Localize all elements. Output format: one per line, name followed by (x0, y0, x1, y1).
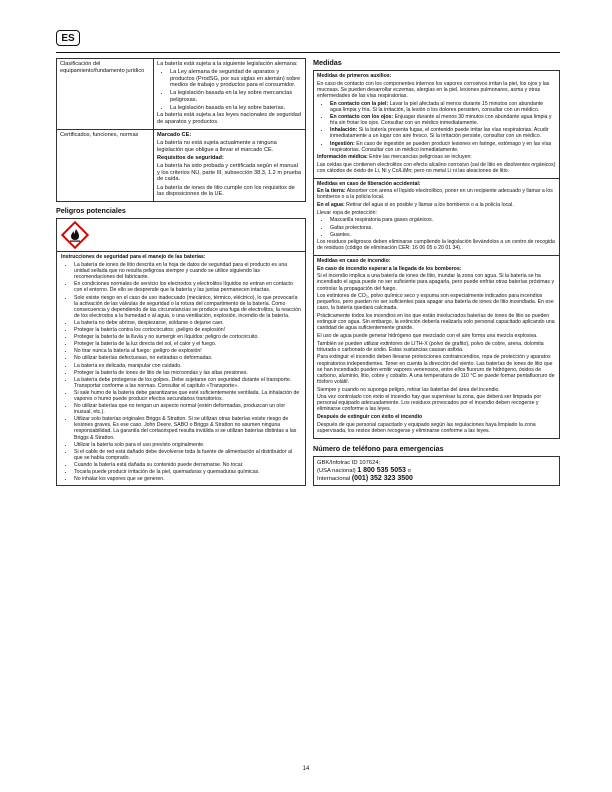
spill-ground (317, 188, 556, 200)
list-item: • La batería debe protegerse de los golpes. Debe sujetarse con seguridad durante el transporte. Transportar conforme a las normas. Consultar el capítulo «Transporte». (74, 377, 301, 389)
list-item: • Proteger la batería de la lluvia y no sumergir en líquidos: peligro de cortocircuito. (74, 334, 301, 340)
spec-value (154, 130, 306, 202)
list-item: • Utilizar solo baterías originales Briggs & Stratton. Si se utilizan otras baterías existe riesgo de lesiones graves. Es ese caso. John Deere, SABO o Briggs & Stratton no asumen ninguna responsabilidad. La garantía del cortacésped resulta inválida si se utilizan baterías distintas a las Briggs & Stratton. (74, 416, 301, 440)
list-item: • La batería es delicada, manipular con cuidado. (74, 363, 301, 369)
medical-info-lead: Información médica: (317, 154, 368, 161)
water-lead: En el agua: (317, 202, 345, 208)
measures-box (313, 70, 560, 439)
item-text: Lavar la piel afectada al menos durante 15 minutos con abundante agua limpia y fría. Si la irritación, la lesión o los dolores persisten, consultar con un médico. (330, 100, 544, 113)
table-row (57, 130, 306, 202)
spill-section (314, 179, 559, 256)
list-item (330, 127, 556, 139)
item-text: En caso de ingestión se pueden producir lesiones en faringe, estómago y en las vías respiratorias. Consultar con un médico inmediatamente. (330, 140, 552, 153)
fire-subtitle: En caso de incendio esperar a la llegada de los bomberos: (317, 265, 462, 272)
list-item: • La Ley alemana de seguridad de aparatos y productos (ProdSG, por sus siglas en alemán) sobre medios de trabajo y productos para el consumidor. (170, 69, 302, 89)
item-lead: En contacto con los ojos: (330, 113, 394, 120)
safety-instructions-box (56, 252, 306, 486)
list-item: • Proteger la batería de la luz directa del sol, el calor y el fuego. (74, 341, 301, 347)
list-item: • Solo existe riesgo en el caso de uso inadecuado (mecánico, térmico, eléctrico), lo que provocaría la activación de las válvulas de seguridad o la rotura del compartimento de la batería. Como consecuencia y dependiendo de las circunstancias se produce una fuga de electrolitos, la reacción de los electrodos a la humedad o al agua, o una ventilación, explosión, incendio de la batería. (74, 295, 301, 319)
list-item: • La batería no debe abrirse, despiezarse, soldarse o dejarse caer. (74, 320, 301, 326)
water-text: Retirar del agua si es posible y llamar a los bomberos o a la policía local. (344, 202, 514, 208)
list-item: • No inhalar los vapores que se generen. (74, 476, 301, 482)
first-aid-list (317, 101, 556, 153)
first-aid-intro: En caso de contacto con los componentes internos los vapores corrosivos irritan la piel, los ojos y las mucosas. Se pueden desarrollar eczemas, alergias en la piel, lesiones pulmonares, asma y otras enfermedades de las vías respiratorias. (317, 80, 550, 99)
medical-info-text: Entre las mercancías peligrosas se incluyen: (367, 154, 472, 161)
spill-water (317, 202, 556, 208)
spec-value (154, 59, 306, 130)
hazards-title: Peligros potenciales (56, 206, 126, 216)
language-badge (56, 30, 80, 46)
fire-paragraph: El uso de agua puede generar hidrógeno que mezclado con el aire forma una mezcla explosiva. (317, 333, 538, 339)
fire-paragraph: Siempre y cuando no suponga peligro, retirar las baterías del área del incendio. (317, 386, 500, 393)
instructions-title: Instrucciones de seguridad para el manejo de las baterías: (61, 254, 206, 261)
list-item: • Tocarla puede producir irritación de la piel, quemaduras y quemaduras químicas. (74, 469, 301, 475)
ce-text: La batería no está sujeta actualmente a ninguna legislación que obligue a llevar el marcado CE. (157, 140, 277, 153)
spec-key: Clasificación del equipamiento/fundamento jurídico (57, 59, 154, 130)
item-text: Si la batería presenta fugas, el contenido puede irritar las vías respiratorias. Acudir inmediatamente a un lugar con aire fresco. Si la irritación persiste, consultar con un médico. (330, 127, 549, 140)
cells-text: Las celdas que contienen electrolitos con efecto alcalino corrosivo (sal de litio en disolventes orgánicos) con cátodos de óxido de Li, Ni y Co/LiMn; pero no metal Li ni las aleaciones de litio. (317, 161, 556, 174)
intl-number: (001) 352 323 3500 (351, 474, 413, 482)
item-text: Enjuagar durante al menos 30 minutos con abundante agua limpia y fría sin frotar los ojos. Consultar con un médico inmediatamente. (330, 113, 552, 127)
list-item: • No utilizar baterías que no tengan un aspecto normal (estén deformadas, produzcan un olor inusual, etc.). (74, 403, 301, 415)
list-item: • Proteger la batería contra los cortocircuitos: ¡peligro de explosión! (74, 327, 301, 333)
list-item: • No utilizar baterías defectuosas, no estiradas o deformadas. (74, 355, 301, 361)
req-text: La batería de iones de litio cumple con los requisitos de las disposiciones de la UE. (157, 184, 295, 198)
national-suffix: o (405, 467, 411, 474)
ppe-list (317, 217, 556, 238)
list-item (330, 141, 556, 153)
list-item: • En condiciones normales de servicio los electrodos y electrolitos líquidos no entran en contacto con el entorno. De ello se desprende que la batería y las juntas permanecen intactas. (74, 281, 301, 293)
ground-lead: En la tierra: (317, 188, 346, 195)
list-item: • Proteger la batería de iones de litio de las microondas y las altas presiones. (74, 370, 301, 376)
list-item (330, 101, 556, 113)
emergency-title: Número de teléfono para emergencias (313, 443, 444, 453)
spec-list (157, 69, 302, 111)
measures-title: Medidas (313, 58, 342, 67)
language-code: ES (61, 32, 75, 44)
table-row (57, 59, 306, 130)
spec-key: Certificados, funciones, normas (57, 130, 154, 202)
list-item (330, 114, 556, 126)
right-column (313, 58, 560, 486)
after-fire-text: Después de que personal capacitado y equipado según las regulaciones haya limpiado la zona supervisada, los restos deben recogerse y eliminarse conforme a las leyes. (317, 421, 536, 434)
disposal-text: Los residuos peligrosos deben eliminarse cumpliendo la legislación llevándolos a un centro de recogida de residuos (código de eliminación CER: 16 06 05 o 20 01 34). (317, 239, 555, 252)
emergency-national (317, 467, 556, 475)
national-number: 1 800 535 5053 (357, 466, 406, 474)
emergency-international (317, 475, 556, 483)
ground-text: Absorber con arena el líquido electrolítico, poner en un recipiente adecuado y llamar a los bomberos o a la policía local. (317, 188, 553, 201)
list-item: • La legislación basada en la ley sobre mercancías peligrosas. (170, 90, 302, 103)
fire-paragraph: Prácticamente todos los incendios en los que están involucrados baterías de iones de litio se pueden extinguir con agua. Sin embargo, la extinción debería realizarla solo personal capacitado aplicando una cantidad de agua suficientemente grande. (317, 313, 555, 332)
emergency-box (313, 456, 560, 486)
fire-paragraph: Los extintores de CO₂, polvo químico seco y espuma son especialmente indicados para incendios pequeños, pero pueden no ser suficientes para apagar una batería de iones de litio incendiada. En ese caso, la batería quedará calcinada. (317, 293, 554, 312)
list-item: • Gafas protectoras. (330, 225, 556, 231)
item-lead: Inhalación: (330, 127, 358, 134)
fire-title: Medidas en caso de incendio: (317, 258, 391, 264)
emergency-id: GBK/Infotrac ID 107624; (317, 459, 381, 466)
req-text: La batería ha sido probada y certificada según el manual y los criterios NU, parte III, subsección 38.3, 1.2 m prueba de caída. (157, 163, 301, 183)
page-number: 14 (302, 766, 310, 772)
list-item: • La batería de iones de litio descrita en la hoja de datos de seguridad para el producto es una unidad sellada que no resulta peligrosa siempre y cuando se utilice siguiendo las recomendaciones del fabricante. (74, 262, 301, 280)
medical-info (317, 154, 556, 160)
list-item: • Si sale humo de la batería debe garantizarse que esté suficientemente ventilada. La inhalación de vapores o humo puede producir efectos secundarios transitorios. (74, 390, 301, 402)
fire-paragraph: También se pueden utilizar extintores de LITH-X (polvo de grafito), polvo de cobre, arena, dolomita triturada o carbonato de sodio. Estas sustancias causan asfixia. (317, 340, 544, 353)
first-aid-title: Medidas de primeros auxilios: (317, 73, 392, 79)
after-fire-subtitle: Después de extinguir con éxito el incendio (317, 414, 423, 421)
list-item: • Si el cable de red está dañado debe devolverse toda la fuente de alimentación al distribuidor al que se había comprado. (74, 449, 301, 461)
req-title: Requisitos de seguridad: (157, 155, 224, 162)
list-item: • Mascarilla respiratoria para gases orgánicos. (330, 217, 556, 223)
national-label: (USA nacional) (317, 467, 358, 474)
flame-hazard-icon (61, 221, 89, 249)
fire-paragraph: Una vez controlado con éxito el incendio hay que supervisar la zona, que deberá ser limpiada por personal equipado adecuadamente. Los residuos provocados por el incendio deben recogerse y eliminarse conforme a las leyes. (317, 394, 542, 413)
item-lead: En contacto con la piel: (330, 100, 389, 107)
ce-title: Marcado CE: (157, 132, 192, 139)
spec-intro: La batería está sujeta a la siguiente legislación alemana: (157, 61, 298, 67)
fire-paragraph: Si el incendio implica a una batería de iones de litio, inundar la zona con agua. Si la batería se ha incendiado el agua puede no ser suficiente para apagarla, pero puede enfriar otras baterías próximas y controlar la propagación del fuego. (317, 273, 555, 292)
list-item: • No tirar nunca la batería al fuego: ¡peligro de explosión! (74, 348, 301, 354)
intl-label: Internacional (317, 475, 352, 482)
first-aid-section (314, 71, 559, 179)
spec-table (56, 58, 306, 202)
ppe-intro: Llevar ropa de protección: (317, 209, 377, 216)
list-item: • Utilizar la batería solo para el uso previsto originalmente. (74, 442, 301, 448)
fire-paragraph: Para extinguir el incendio deben llevarse protecciones contraincendios, ropa de protección y aparatos respiratorios independientes. Tener en cuenta la dirección del viento. Las baterías de iones de litio que se han incendiado pueden emitir vapores venenosos, entre ellos fluoruro de hidrógeno, óxidos de carbono, aluminio, litio, cobre y cobalto. A una temperatura de 110 °C se puede formar pentafluoruro de fósforo volátil. (317, 354, 555, 385)
safety-list (61, 262, 301, 482)
hazard-pictogram-box (56, 218, 306, 252)
item-lead: Ingestión: (330, 140, 355, 147)
list-item: • La legislación basada en la ley sobre baterías. (170, 105, 302, 112)
left-column (56, 58, 306, 486)
spec-outro: La batería está sujeta a las leyes nacionales de seguridad de aparatos y productos. (157, 112, 301, 125)
list-item: • Guantes. (330, 232, 556, 238)
spill-title: Medidas en caso de liberación accidental: (317, 180, 421, 187)
list-item: • Cuando la batería está dañada su contenido puede derramarse. No tocar. (74, 462, 301, 468)
fire-section (314, 256, 559, 438)
header-rule (56, 52, 560, 53)
